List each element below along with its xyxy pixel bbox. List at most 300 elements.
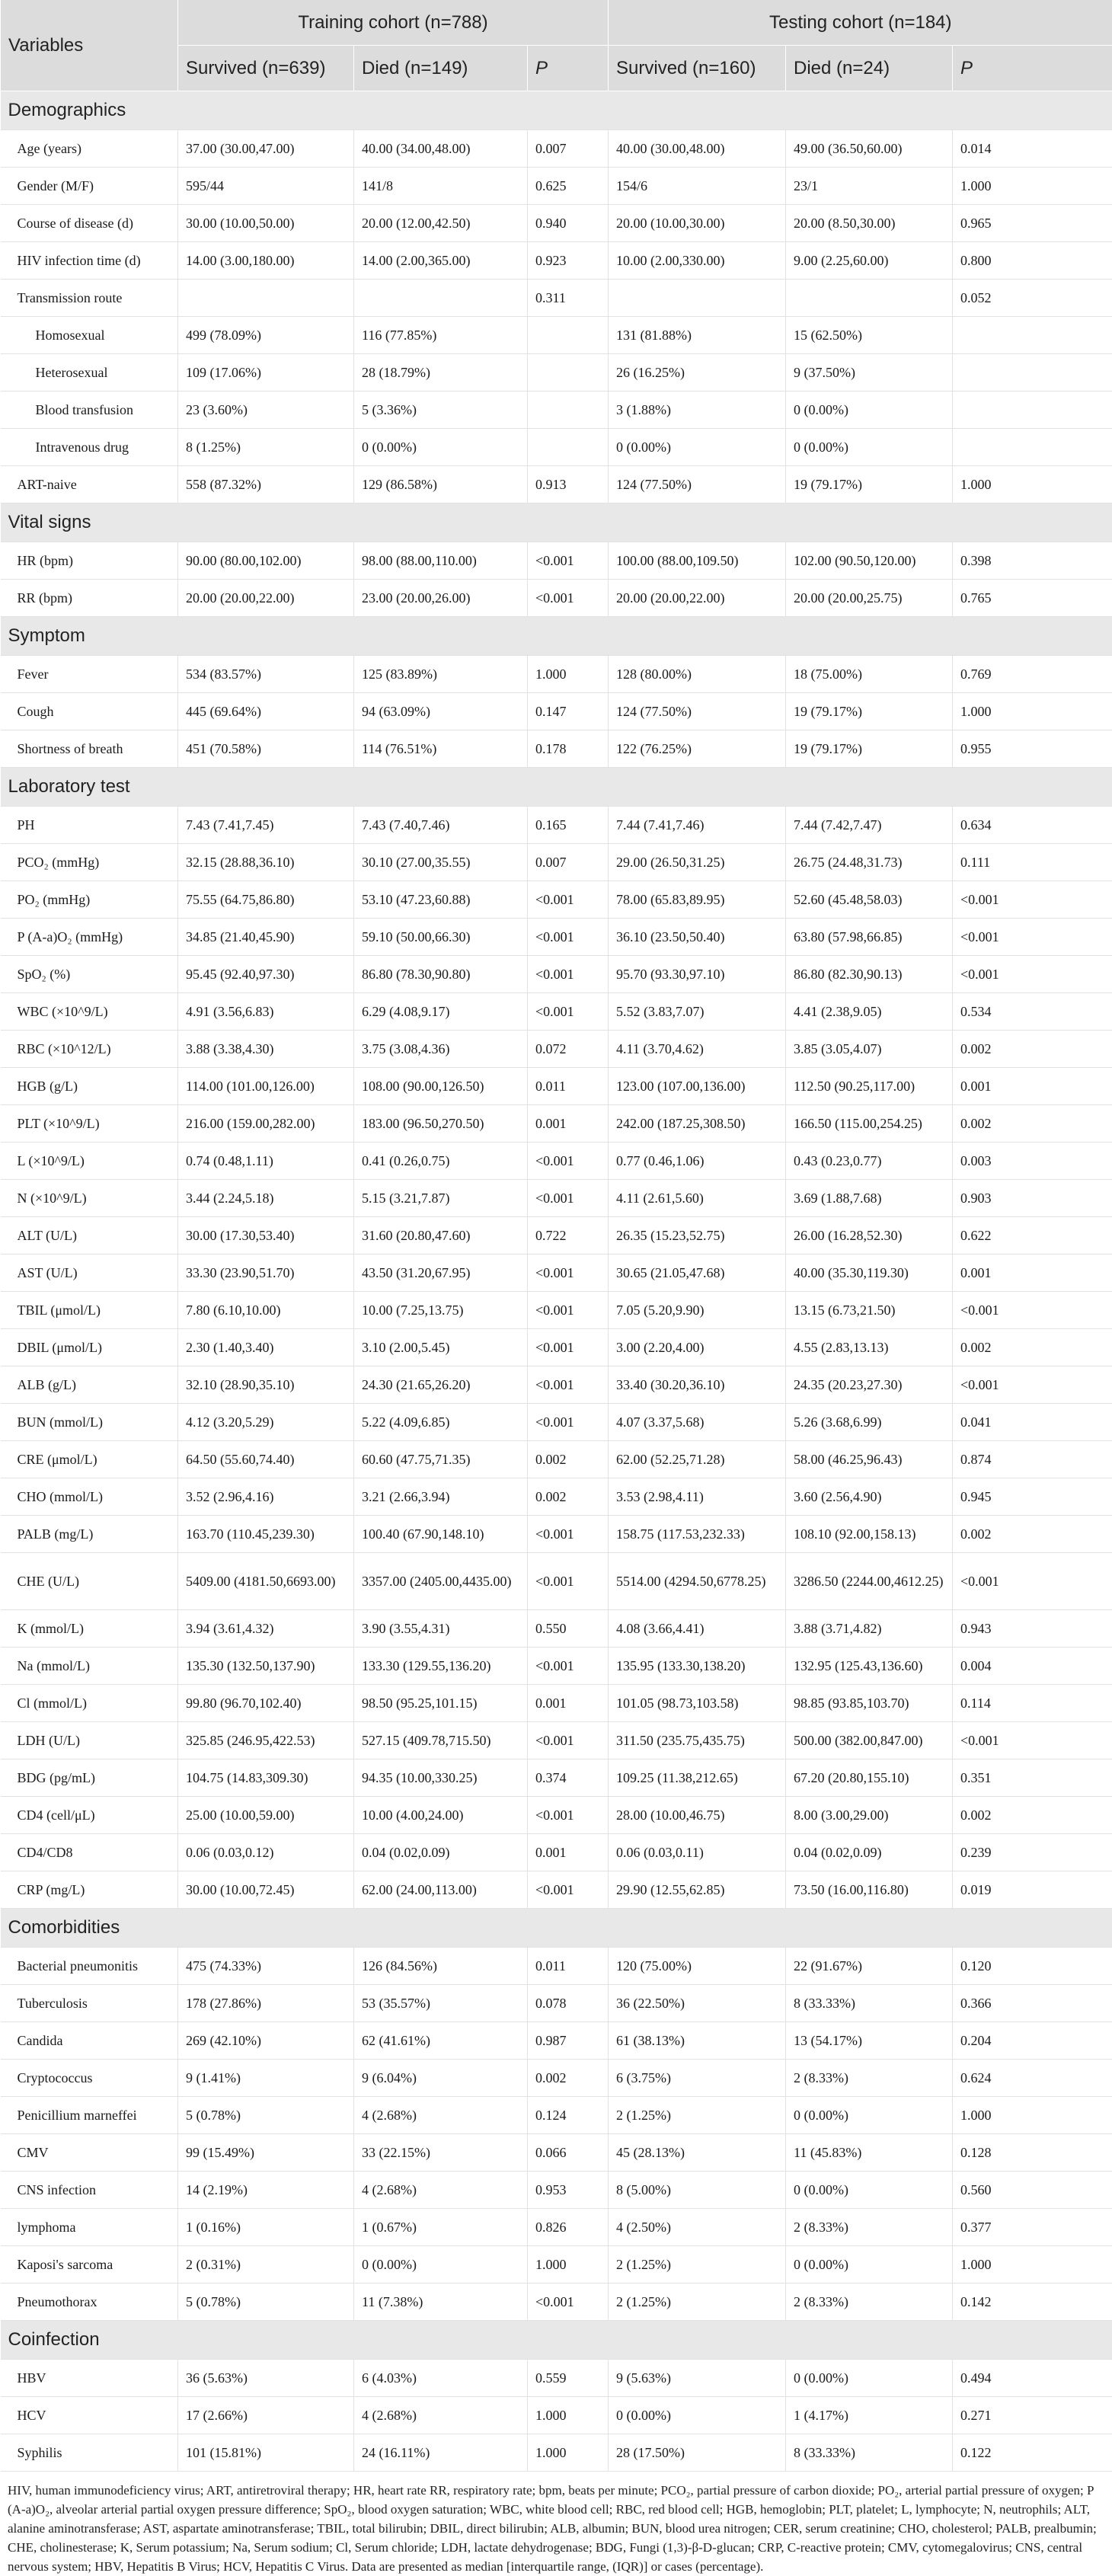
cell-died-test: 5.26 (3.68,6.99) bbox=[786, 1404, 953, 1441]
cell-died-test: 19 (79.17%) bbox=[786, 730, 953, 768]
cell-p-train: 0.001 bbox=[528, 1685, 609, 1722]
cell-died-train: 98.50 (95.25,101.15) bbox=[354, 1685, 528, 1722]
cell-p-test: 0.122 bbox=[953, 2434, 1112, 2472]
cell-variable: Course of disease (d) bbox=[1, 205, 178, 242]
cell-survived-test: 124 (77.50%) bbox=[609, 693, 786, 730]
cell-p-train: 0.625 bbox=[528, 168, 609, 205]
cell-p-test: 0.052 bbox=[953, 280, 1112, 317]
cell-p-train bbox=[528, 429, 609, 466]
cell-died-test: 3.88 (3.71,4.82) bbox=[786, 1610, 953, 1648]
cell-variable: Heterosexual bbox=[1, 354, 178, 392]
cell-survived-train: 0.74 (0.48,1.11) bbox=[178, 1143, 354, 1180]
header-testing-cohort: Testing cohort (n=184) bbox=[609, 0, 1112, 46]
cell-variable: CD4/CD8 bbox=[1, 1834, 178, 1871]
cell-p-train: 1.000 bbox=[528, 2246, 609, 2284]
cell-survived-train: 101 (15.81%) bbox=[178, 2434, 354, 2472]
cell-died-train: 5.15 (3.21,7.87) bbox=[354, 1180, 528, 1217]
cell-survived-train: 36 (5.63%) bbox=[178, 2360, 354, 2397]
cell-p-test bbox=[953, 429, 1112, 466]
table-row bbox=[1, 2360, 1112, 2397]
cell-variable: P (A-a)O₂ (mmHg) bbox=[1, 919, 178, 956]
cell-survived-test: 3.00 (2.20,4.00) bbox=[609, 1329, 786, 1366]
cell-p-train: 0.550 bbox=[528, 1610, 609, 1648]
cell-variable: RR (bpm) bbox=[1, 580, 178, 617]
cell-variable: CRE (μmol/L) bbox=[1, 1441, 178, 1478]
cell-p-test: 0.622 bbox=[953, 1217, 1112, 1254]
cell-p-train: 0.722 bbox=[528, 1217, 609, 1254]
cell-survived-train: 5 (0.78%) bbox=[178, 2097, 354, 2134]
cell-p-test bbox=[953, 354, 1112, 392]
header-training-cohort: Training cohort (n=788) bbox=[178, 0, 609, 46]
cell-died-train: 62.00 (24.00,113.00) bbox=[354, 1871, 528, 1909]
cell-died-test: 1 (4.17%) bbox=[786, 2397, 953, 2434]
cell-p-test: 0.142 bbox=[953, 2284, 1112, 2321]
cell-died-train: 62 (41.61%) bbox=[354, 2022, 528, 2060]
cell-died-train: 10.00 (7.25,13.75) bbox=[354, 1292, 528, 1329]
cell-died-test: 49.00 (36.50,60.00) bbox=[786, 130, 953, 168]
cell-died-train: 20.00 (12.00,42.50) bbox=[354, 205, 528, 242]
cell-survived-test: 30.65 (21.05,47.68) bbox=[609, 1254, 786, 1292]
cell-p-test: 0.965 bbox=[953, 205, 1112, 242]
cell-variable: CMV bbox=[1, 2134, 178, 2172]
cell-survived-test: 61 (38.13%) bbox=[609, 2022, 786, 2060]
cell-survived-train: 109 (17.06%) bbox=[178, 354, 354, 392]
cell-p-test: <0.001 bbox=[953, 881, 1112, 919]
cell-died-test: 0 (0.00%) bbox=[786, 392, 953, 429]
cell-p-train: 0.923 bbox=[528, 242, 609, 280]
cell-variable: PCO₂ (mmHg) bbox=[1, 844, 178, 881]
cell-survived-train: 595/44 bbox=[178, 168, 354, 205]
cell-survived-train: 558 (87.32%) bbox=[178, 466, 354, 503]
cell-p-train: 0.374 bbox=[528, 1759, 609, 1797]
cell-variable: PALB (mg/L) bbox=[1, 1516, 178, 1553]
cell-survived-test: 7.05 (5.20,9.90) bbox=[609, 1292, 786, 1329]
cell-died-test: 26.75 (24.48,31.73) bbox=[786, 844, 953, 881]
cell-survived-test: 131 (81.88%) bbox=[609, 317, 786, 354]
cell-variable: Candida bbox=[1, 2022, 178, 2060]
cell-died-train: 108.00 (90.00,126.50) bbox=[354, 1068, 528, 1105]
cell-died-train: 141/8 bbox=[354, 168, 528, 205]
cell-died-train: 100.40 (67.90,148.10) bbox=[354, 1516, 528, 1553]
cell-survived-train: 90.00 (80.00,102.00) bbox=[178, 542, 354, 580]
cell-p-train: <0.001 bbox=[528, 542, 609, 580]
table-row bbox=[1, 1948, 1112, 1985]
cell-variable: Age (years) bbox=[1, 130, 178, 168]
cell-survived-test: 135.95 (133.30,138.20) bbox=[609, 1648, 786, 1685]
cell-died-test: 112.50 (90.25,117.00) bbox=[786, 1068, 953, 1105]
cell-p-train: <0.001 bbox=[528, 1404, 609, 1441]
cell-died-train: 527.15 (409.78,715.50) bbox=[354, 1722, 528, 1759]
cell-survived-train: 25.00 (10.00,59.00) bbox=[178, 1797, 354, 1834]
cell-died-test bbox=[786, 280, 953, 317]
section-header-row bbox=[1, 1909, 1112, 1948]
table-row bbox=[1, 1797, 1112, 1834]
header-died-train: Died (n=149) bbox=[354, 46, 528, 91]
table-row bbox=[1, 317, 1112, 354]
cell-died-train: 4 (2.68%) bbox=[354, 2172, 528, 2209]
cell-p-train: 0.066 bbox=[528, 2134, 609, 2172]
cell-variable: lymphoma bbox=[1, 2209, 178, 2246]
cell-p-train: <0.001 bbox=[528, 1329, 609, 1366]
cell-survived-test: 7.44 (7.41,7.46) bbox=[609, 807, 786, 844]
cell-p-test: 1.000 bbox=[953, 168, 1112, 205]
cell-p-test: 0.398 bbox=[953, 542, 1112, 580]
table-row bbox=[1, 429, 1112, 466]
cell-p-train: <0.001 bbox=[528, 1143, 609, 1180]
cell-died-test: 102.00 (90.50,120.00) bbox=[786, 542, 953, 580]
cell-survived-train: 23 (3.60%) bbox=[178, 392, 354, 429]
cell-p-train: 0.940 bbox=[528, 205, 609, 242]
cell-p-train: 1.000 bbox=[528, 2397, 609, 2434]
cell-p-train: <0.001 bbox=[528, 1292, 609, 1329]
table-footnote: HIV, human immunodeficiency virus; ART, antiretroviral therapy; HR, heart rate RR, respiratory rate; bpm, beats per minute; PCO₂, partial pressure of carbon dioxide; PO₂, arterial partial pressure of oxygen; P (A-a)O₂, alveolar arterial partial oxygen pressure difference; SpO₂, blood oxygen saturation; WBC, white blood cell; RBC, red blood cell; HGB, hemoglobin; PLT, platelet; L, lymphocyte; N, neutrophils; ALT, alanine aminotransferase; AST, aspartate aminotransferase; TBIL, total bilirubin; DBIL, direct bilirubin; ALB, albumin; BUN, blood urea nitrogen; CER, serum creatinine; CHO, cholesterol; PALB, prealbumin; CHE, cholinesterase; K, Serum potassium; Na, Serum sodium; Cl, Serum chloride; LDH, lactate dehydrogenase; BDG, Fungi (1,3)-β-D-glucan; CRP, C-reactive protein; CMV, cytomegalovirus; CNS, central nervous system; HBV, Hepatitis B Virus; HCV, Hepatitis C Virus. Data are presented as median [interquartile range, (IQR)] or cases (percentage). bbox=[8, 2481, 1104, 2576]
cell-p-train: 0.007 bbox=[528, 844, 609, 881]
cell-died-test: 0.43 (0.23,0.77) bbox=[786, 1143, 953, 1180]
cell-variable: Blood transfusion bbox=[1, 392, 178, 429]
table-row bbox=[1, 168, 1112, 205]
cell-variable: BDG (pg/mL) bbox=[1, 1759, 178, 1797]
cell-survived-train: 3.44 (2.24,5.18) bbox=[178, 1180, 354, 1217]
cell-died-train: 23.00 (20.00,26.00) bbox=[354, 580, 528, 617]
cell-p-test: 0.351 bbox=[953, 1759, 1112, 1797]
cell-died-test: 4.55 (2.83,13.13) bbox=[786, 1329, 953, 1366]
cell-survived-test: 33.40 (30.20,36.10) bbox=[609, 1366, 786, 1404]
cell-died-test: 3.60 (2.56,4.90) bbox=[786, 1478, 953, 1516]
cell-died-train: 33 (22.15%) bbox=[354, 2134, 528, 2172]
cell-variable: PH bbox=[1, 807, 178, 844]
cell-p-test: 0.624 bbox=[953, 2060, 1112, 2097]
cell-survived-test: 8 (5.00%) bbox=[609, 2172, 786, 2209]
cell-survived-train: 99.80 (96.70,102.40) bbox=[178, 1685, 354, 1722]
cell-died-test: 13.15 (6.73,21.50) bbox=[786, 1292, 953, 1329]
cell-survived-test: 26.35 (15.23,52.75) bbox=[609, 1217, 786, 1254]
cell-p-test: 0.002 bbox=[953, 1105, 1112, 1143]
cell-survived-test: 36 (22.50%) bbox=[609, 1985, 786, 2022]
cell-died-test: 73.50 (16.00,116.80) bbox=[786, 1871, 953, 1909]
cell-survived-test: 242.00 (187.25,308.50) bbox=[609, 1105, 786, 1143]
cell-p-train: 0.002 bbox=[528, 1441, 609, 1478]
cell-died-train: 94 (63.09%) bbox=[354, 693, 528, 730]
cell-survived-test: 2 (1.25%) bbox=[609, 2284, 786, 2321]
cell-variable: Fever bbox=[1, 656, 178, 693]
cell-p-test: 0.002 bbox=[953, 1797, 1112, 1834]
cell-p-train: 0.165 bbox=[528, 807, 609, 844]
cell-variable: SpO₂ (%) bbox=[1, 956, 178, 993]
cell-variable: CHO (mmol/L) bbox=[1, 1478, 178, 1516]
cell-p-train bbox=[528, 317, 609, 354]
cell-survived-train: 5 (0.78%) bbox=[178, 2284, 354, 2321]
cell-survived-test: 122 (76.25%) bbox=[609, 730, 786, 768]
cell-p-train: <0.001 bbox=[528, 993, 609, 1031]
cell-p-test: 0.204 bbox=[953, 2022, 1112, 2060]
cell-variable: CNS infection bbox=[1, 2172, 178, 2209]
cell-p-test: <0.001 bbox=[953, 956, 1112, 993]
cell-survived-test: 6 (3.75%) bbox=[609, 2060, 786, 2097]
cell-p-train: <0.001 bbox=[528, 580, 609, 617]
cell-survived-train: 34.85 (21.40,45.90) bbox=[178, 919, 354, 956]
cell-survived-test: 311.50 (235.75,435.75) bbox=[609, 1722, 786, 1759]
cell-survived-test: 28 (17.50%) bbox=[609, 2434, 786, 2472]
section-title: Laboratory test bbox=[1, 768, 1112, 807]
cell-died-train: 116 (77.85%) bbox=[354, 317, 528, 354]
table-row bbox=[1, 466, 1112, 503]
cell-p-train: <0.001 bbox=[528, 1516, 609, 1553]
cell-survived-train: 4.12 (3.20,5.29) bbox=[178, 1404, 354, 1441]
cell-survived-test: 128 (80.00%) bbox=[609, 656, 786, 693]
cell-died-test: 8 (33.33%) bbox=[786, 2434, 953, 2472]
table-body bbox=[1, 91, 1112, 2472]
cell-p-train: <0.001 bbox=[528, 1180, 609, 1217]
cell-survived-train: 475 (74.33%) bbox=[178, 1948, 354, 1985]
cell-p-test: 0.019 bbox=[953, 1871, 1112, 1909]
cell-variable: Gender (M/F) bbox=[1, 168, 178, 205]
cell-died-test: 20.00 (8.50,30.00) bbox=[786, 205, 953, 242]
cell-p-train: 0.001 bbox=[528, 1105, 609, 1143]
cell-p-train: 0.147 bbox=[528, 693, 609, 730]
cell-survived-test: 158.75 (117.53,232.33) bbox=[609, 1516, 786, 1553]
cell-variable: HCV bbox=[1, 2397, 178, 2434]
cell-survived-test: 95.70 (93.30,97.10) bbox=[609, 956, 786, 993]
cell-died-train: 125 (83.89%) bbox=[354, 656, 528, 693]
cell-survived-train: 37.00 (30.00,47.00) bbox=[178, 130, 354, 168]
table-row bbox=[1, 881, 1112, 919]
cell-p-test: 0.014 bbox=[953, 130, 1112, 168]
cell-p-train: <0.001 bbox=[528, 1254, 609, 1292]
cell-p-test bbox=[953, 392, 1112, 429]
cell-survived-test: 45 (28.13%) bbox=[609, 2134, 786, 2172]
table-row bbox=[1, 392, 1112, 429]
cell-survived-train: 8 (1.25%) bbox=[178, 429, 354, 466]
cell-p-train: 0.913 bbox=[528, 466, 609, 503]
cell-survived-train: 3.52 (2.96,4.16) bbox=[178, 1478, 354, 1516]
cell-variable: Penicillium marneffei bbox=[1, 2097, 178, 2134]
cell-survived-test: 20.00 (20.00,22.00) bbox=[609, 580, 786, 617]
cell-died-test: 7.44 (7.42,7.47) bbox=[786, 807, 953, 844]
cell-died-train: 3.10 (2.00,5.45) bbox=[354, 1329, 528, 1366]
cell-died-test: 500.00 (382.00,847.00) bbox=[786, 1722, 953, 1759]
cell-survived-test: 5.52 (3.83,7.07) bbox=[609, 993, 786, 1031]
cell-died-train: 31.60 (20.80,47.60) bbox=[354, 1217, 528, 1254]
cell-variable: Bacterial pneumonitis bbox=[1, 1948, 178, 1985]
cell-p-test: 0.945 bbox=[953, 1478, 1112, 1516]
table-row bbox=[1, 1441, 1112, 1478]
cell-p-train: 0.011 bbox=[528, 1948, 609, 1985]
cell-died-test: 132.95 (125.43,136.60) bbox=[786, 1648, 953, 1685]
cell-variable: Cough bbox=[1, 693, 178, 730]
cell-died-train: 7.43 (7.40,7.46) bbox=[354, 807, 528, 844]
cell-died-train: 0 (0.00%) bbox=[354, 429, 528, 466]
cell-survived-test: 26 (16.25%) bbox=[609, 354, 786, 392]
cell-survived-test: 2 (1.25%) bbox=[609, 2246, 786, 2284]
table-row bbox=[1, 1254, 1112, 1292]
cell-variable: DBIL (μmol/L) bbox=[1, 1329, 178, 1366]
section-title: Coinfection bbox=[1, 2321, 1112, 2360]
table-row bbox=[1, 1610, 1112, 1648]
header-row-cohorts bbox=[1, 0, 1112, 46]
cell-p-test: 0.271 bbox=[953, 2397, 1112, 2434]
cell-died-train: 1 (0.67%) bbox=[354, 2209, 528, 2246]
cell-died-test: 2 (8.33%) bbox=[786, 2284, 953, 2321]
cell-p-test: 0.534 bbox=[953, 993, 1112, 1031]
cell-died-test: 58.00 (46.25,96.43) bbox=[786, 1441, 953, 1478]
cell-died-train: 3.90 (3.55,4.31) bbox=[354, 1610, 528, 1648]
cell-died-test: 15 (62.50%) bbox=[786, 317, 953, 354]
cell-p-train: 0.078 bbox=[528, 1985, 609, 2022]
cell-died-train: 98.00 (88.00,110.00) bbox=[354, 542, 528, 580]
cell-survived-train: 445 (69.64%) bbox=[178, 693, 354, 730]
table-header bbox=[1, 0, 1112, 91]
cell-survived-train: 30.00 (17.30,53.40) bbox=[178, 1217, 354, 1254]
cell-survived-train: 64.50 (55.60,74.40) bbox=[178, 1441, 354, 1478]
cell-p-test: 0.001 bbox=[953, 1068, 1112, 1105]
cell-p-test: 0.377 bbox=[953, 2209, 1112, 2246]
cell-variable: AST (U/L) bbox=[1, 1254, 178, 1292]
table-row bbox=[1, 242, 1112, 280]
cell-survived-test: 2 (1.25%) bbox=[609, 2097, 786, 2134]
cell-variable: Cl (mmol/L) bbox=[1, 1685, 178, 1722]
header-died-test: Died (n=24) bbox=[786, 46, 953, 91]
cell-survived-test: 120 (75.00%) bbox=[609, 1948, 786, 1985]
section-title: Comorbidities bbox=[1, 1909, 1112, 1948]
cell-survived-train: 3.88 (3.38,4.30) bbox=[178, 1031, 354, 1068]
cell-survived-test: 101.05 (98.73,103.58) bbox=[609, 1685, 786, 1722]
cell-died-test: 9 (37.50%) bbox=[786, 354, 953, 392]
cell-died-train: 11 (7.38%) bbox=[354, 2284, 528, 2321]
cell-p-test bbox=[953, 317, 1112, 354]
cell-variable: CD4 (cell/μL) bbox=[1, 1797, 178, 1834]
cell-survived-train: 269 (42.10%) bbox=[178, 2022, 354, 2060]
cell-survived-train: 163.70 (110.45,239.30) bbox=[178, 1516, 354, 1553]
cell-died-train: 0.04 (0.02,0.09) bbox=[354, 1834, 528, 1871]
cell-p-test: 1.000 bbox=[953, 466, 1112, 503]
cell-variable: ALB (g/L) bbox=[1, 1366, 178, 1404]
cell-variable: K (mmol/L) bbox=[1, 1610, 178, 1648]
cell-p-test: 0.114 bbox=[953, 1685, 1112, 1722]
cell-died-train: 126 (84.56%) bbox=[354, 1948, 528, 1985]
cell-p-test: 0.769 bbox=[953, 656, 1112, 693]
header-p-test: P bbox=[953, 46, 1112, 91]
cell-died-train: 53 (35.57%) bbox=[354, 1985, 528, 2022]
cell-variable: Shortness of breath bbox=[1, 730, 178, 768]
cell-p-train bbox=[528, 392, 609, 429]
cell-survived-test: 154/6 bbox=[609, 168, 786, 205]
cell-survived-test: 9 (5.63%) bbox=[609, 2360, 786, 2397]
cell-p-train: <0.001 bbox=[528, 2284, 609, 2321]
cell-survived-train: 135.30 (132.50,137.90) bbox=[178, 1648, 354, 1685]
cell-survived-train: 499 (78.09%) bbox=[178, 317, 354, 354]
cell-survived-train: 14.00 (3.00,180.00) bbox=[178, 242, 354, 280]
cell-died-train: 53.10 (47.23,60.88) bbox=[354, 881, 528, 919]
cell-died-test: 63.80 (57.98,66.85) bbox=[786, 919, 953, 956]
cell-survived-test: 4.08 (3.66,4.41) bbox=[609, 1610, 786, 1648]
cell-died-test: 0 (0.00%) bbox=[786, 2172, 953, 2209]
table-row bbox=[1, 1553, 1112, 1610]
cell-survived-train: 20.00 (20.00,22.00) bbox=[178, 580, 354, 617]
cell-p-test: 0.874 bbox=[953, 1441, 1112, 1478]
header-p-train: P bbox=[528, 46, 609, 91]
cell-survived-test: 0 (0.00%) bbox=[609, 2397, 786, 2434]
cell-p-test: 0.955 bbox=[953, 730, 1112, 768]
table-row bbox=[1, 1031, 1112, 1068]
table-row bbox=[1, 1871, 1112, 1909]
cell-p-test: 0.111 bbox=[953, 844, 1112, 881]
section-title: Vital signs bbox=[1, 503, 1112, 542]
cell-died-test: 26.00 (16.28,52.30) bbox=[786, 1217, 953, 1254]
cell-survived-train: 30.00 (10.00,72.45) bbox=[178, 1871, 354, 1909]
table-row bbox=[1, 280, 1112, 317]
cell-died-train: 43.50 (31.20,67.95) bbox=[354, 1254, 528, 1292]
table-row bbox=[1, 205, 1112, 242]
cell-survived-test: 4 (2.50%) bbox=[609, 2209, 786, 2246]
section-header-row bbox=[1, 617, 1112, 656]
cell-p-train: 1.000 bbox=[528, 2434, 609, 2472]
cell-survived-test: 3.53 (2.98,4.11) bbox=[609, 1478, 786, 1516]
cell-died-test: 3.69 (1.88,7.68) bbox=[786, 1180, 953, 1217]
cell-survived-train: 9 (1.41%) bbox=[178, 2060, 354, 2097]
table-row bbox=[1, 1685, 1112, 1722]
cell-p-test: 0.002 bbox=[953, 1329, 1112, 1366]
table-row bbox=[1, 844, 1112, 881]
cell-survived-train: 451 (70.58%) bbox=[178, 730, 354, 768]
cell-survived-train: 178 (27.86%) bbox=[178, 1985, 354, 2022]
cell-p-test: 0.003 bbox=[953, 1143, 1112, 1180]
table-row bbox=[1, 2097, 1112, 2134]
table-row bbox=[1, 1516, 1112, 1553]
cell-died-train: 60.60 (47.75,71.35) bbox=[354, 1441, 528, 1478]
cell-died-train: 6.29 (4.08,9.17) bbox=[354, 993, 528, 1031]
cell-died-test: 11 (45.83%) bbox=[786, 2134, 953, 2172]
cell-p-train: 0.178 bbox=[528, 730, 609, 768]
cell-survived-train bbox=[178, 280, 354, 317]
cell-survived-test: 28.00 (10.00,46.75) bbox=[609, 1797, 786, 1834]
cell-p-test: 1.000 bbox=[953, 693, 1112, 730]
cell-survived-train: 32.10 (28.90,35.10) bbox=[178, 1366, 354, 1404]
table-row bbox=[1, 2134, 1112, 2172]
cell-died-test: 67.20 (20.80,155.10) bbox=[786, 1759, 953, 1797]
cell-variable: BUN (mmol/L) bbox=[1, 1404, 178, 1441]
cell-died-test: 4.41 (2.38,9.05) bbox=[786, 993, 953, 1031]
cell-variable: PO₂ (mmHg) bbox=[1, 881, 178, 919]
cell-died-train: 183.00 (96.50,270.50) bbox=[354, 1105, 528, 1143]
table-row bbox=[1, 1217, 1112, 1254]
table-row bbox=[1, 1478, 1112, 1516]
cell-survived-test: 20.00 (10.00,30.00) bbox=[609, 205, 786, 242]
cell-p-train bbox=[528, 354, 609, 392]
cell-p-test: 0.002 bbox=[953, 1516, 1112, 1553]
cell-survived-train: 104.75 (14.83,309.30) bbox=[178, 1759, 354, 1797]
cell-variable: Na (mmol/L) bbox=[1, 1648, 178, 1685]
cell-survived-train: 33.30 (23.90,51.70) bbox=[178, 1254, 354, 1292]
cell-p-test: 0.634 bbox=[953, 807, 1112, 844]
cell-survived-test: 109.25 (11.38,212.65) bbox=[609, 1759, 786, 1797]
table-row bbox=[1, 1068, 1112, 1105]
cell-survived-train: 99 (15.49%) bbox=[178, 2134, 354, 2172]
cell-died-test: 2 (8.33%) bbox=[786, 2060, 953, 2097]
cell-survived-train: 17 (2.66%) bbox=[178, 2397, 354, 2434]
cell-p-test: <0.001 bbox=[953, 1553, 1112, 1610]
cell-died-train: 40.00 (34.00,48.00) bbox=[354, 130, 528, 168]
cell-p-test: 0.239 bbox=[953, 1834, 1112, 1871]
cell-survived-test: 3 (1.88%) bbox=[609, 392, 786, 429]
cell-survived-test: 36.10 (23.50,50.40) bbox=[609, 919, 786, 956]
table-row bbox=[1, 2022, 1112, 2060]
cell-p-train: <0.001 bbox=[528, 1366, 609, 1404]
cell-variable: Homosexual bbox=[1, 317, 178, 354]
cell-died-test: 13 (54.17%) bbox=[786, 2022, 953, 2060]
cell-variable: WBC (×10^9/L) bbox=[1, 993, 178, 1031]
cell-died-test: 8 (33.33%) bbox=[786, 1985, 953, 2022]
cell-variable: Syphilis bbox=[1, 2434, 178, 2472]
